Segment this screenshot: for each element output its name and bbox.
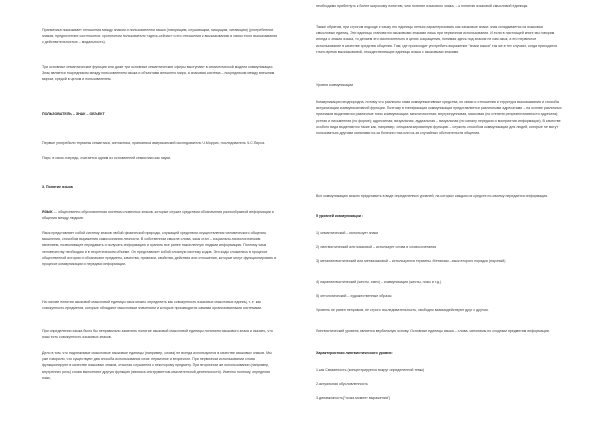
heading-linguistic-characteristics: Характеристики лингвистического уровня: bbox=[316, 351, 393, 355]
level-item-4: 4) паралингвистический (жесты, смех) – коммуникация (жесты, позы и т.д.) bbox=[316, 280, 442, 284]
heading-communication-levels: Уровни коммуникации bbox=[316, 83, 354, 87]
paragraph-language-definition bbox=[42, 209, 278, 221]
paragraph-communication-types: Коммуникация неоднородна, потому что различны сами коммуникативные средства, их связи и отношения и структура высказывания и способы актуализации коммуникативной функции. Поэтому в типификации коммуникации представляется различными адресатами – на основе различных признаков выделяются различные типы коммуникации: межличностная, внутригрупповая, массовая (по степени репрезентативности адресата); устная и письменная (по форме); адресатная, визуальная, аудиальная – визуальная (по каналу передачи и восприятия информации). В качестве особого вида выделяются такие как, например, специализированную функцию – служить способом коммуникации для людей, которые не могут пользоваться другими каналами из-за болезни глаз или из-за случайных обстоятельств общения. bbox=[316, 100, 562, 136]
paragraph-levels-interaction: Уровень не ранен неправом, не строго последовательность, свободно взаимодействуют друг с другом. bbox=[316, 308, 489, 312]
heading-five-levels: 5 уровней коммуникации : bbox=[316, 214, 364, 218]
level-item-3: 3) металингвистический или метаязыковой – используются термины. Метаязык –язык второго порядка (научный) bbox=[316, 259, 506, 263]
language-definition-text: — общественно обусловленная система словесных знаков, которые служат средством обозначения разнообразной информации и общения между людьми. bbox=[42, 210, 274, 221]
paragraph-continuation: необходимо прибегнуть к более широкому понятию, чем понятие языкового знака, – к понятию языковой смысловой единицы. bbox=[316, 4, 529, 8]
paragraph-semantic-units: На основе понятия языковой смысловой единицы язык можно определить как совокупность языковых смысловых единиц, т. е. как совокупность предметов, которые обладают смысловым значением и которые производятся самими организованными системами. bbox=[42, 300, 262, 311]
characteristic-item-3: 3.динамичность("точка момент выражения") bbox=[316, 396, 391, 400]
paragraph-language-system: Язык представляет собой систему знаков любой физической природы, служащей средством осуществления человеческого общения, мышления, способом выражения самосознания личности. В собственном смысле слова, язык стал – социально-психологическим явлением, позволяющее передавать и получать информацию и хранить все ранее накопленную людьми информацию. Поэтому язык человечеству необходим и в теоретическом объеме. Он представляет собой сложную систему кодов. Эти коды сложились в процессе общественной истории и обозначают предметы, качества, признаки, свойства, действия или отношения, которые могут функционировать в процессе коммуникации и передачи информации. bbox=[42, 231, 277, 267]
paragraph-semantic-functions: Три основные семантические функции или даже три основные семантические сферы выступают в семиотической модели коммуникации. Знак является посредником между пользователем языка и объектами внешнего мира, а знаковая система – посредником между внешним миром, средой в целом и пользователем. bbox=[42, 65, 275, 82]
paragraph-pragmatics: Прагматика показывает отношения между знаком и пользователем языка (говорящим, слушающим, пишущим, читающим) (употребление знаков, предпочтение соотносится: хронотопом пользователя «здесь-сейчас» и его отношения к высказыванию и связи этого высказывания с действительностью – модальность). bbox=[42, 28, 278, 45]
paragraph-levels-intro: Все коммуникацию можно представить в виде определенных уровней, на которых каждом из средств по-своему передается информация. bbox=[316, 194, 549, 198]
paragraph-morris: Первые употребили термины семантика, синтактика, прагматика американский исследователь Ч.Моррис, последователь Ч.С.Пирса. bbox=[42, 141, 266, 145]
paragraph-strict-approach: Также обратим, при строгом подходе к языку его единицы нельзя характеризовать как языковые знаки: знак складывается из языковых смысловых единиц. Эти единицы становятся языковыми знаками лишь при первичном использовании. И если в настоящей книге мы говорим иногда о знаках языка, то делаем это исключительно в целях сокращения, понимая здесь под знаком не сам язык, а его первичное использование в качестве средства общения. Там, где происходит употребить выражение "знаки языка" так же в тех случаях, когда приходится точно время высказываний, отождествляющих единицы языка с языковыми знаками. bbox=[316, 25, 558, 54]
heading-user-sign-object: ПОЛЬЗОВАТЕЛЬ – ЗНАК – ОБЪЕКТ bbox=[42, 112, 105, 116]
characteristic-item-1: 1.как Связанность (концентрируется вокруг определенной темы) bbox=[316, 368, 425, 372]
paragraph-primary-secondary-use: Дело в том, что надлежимые смысловые языковые единицы (например, слова) не всегда используются в качестве языковых знаков. Мы уже говорили, что существуют два способа использования слов: первичное и вторичное. При первичном использовании слова функционируют в качестве языковых знаков, отсылая слушателя к некоторому предмету. При вторичном же использовании (например, внутренних речь) слова выполняют другую функцию (являясь инструментом мыслительной деятельности). Именно поэтому, определяя язык, bbox=[42, 351, 272, 380]
level-item-1: 1) семантический – использует знаки bbox=[316, 231, 379, 235]
level-item-2: 2) лингвистический или языковой – использует слова и словосочетания bbox=[316, 245, 437, 249]
heading-language-concept: 3. Понятие языка bbox=[42, 185, 73, 189]
characteristic-item-2: 2.актуальная обусловленность bbox=[316, 382, 368, 386]
paragraph-linguistic-level: Лингвистический уровень является вербальную основу. Основные единицы языка – слова, синонимы по сходным предметам информации. bbox=[316, 329, 550, 333]
level-item-5: 5) онтологический – художественные образы bbox=[316, 294, 392, 298]
term-language: ЯЗЫК bbox=[42, 210, 53, 214]
paragraph-peirce: Пирс, в свою очередь, считается одним из основателей семиотики как науки. bbox=[42, 156, 172, 160]
paragraph-language-definition-2: При определении языка было бы неправильно заменить понятие языковой смысловой единицы понятием языкового знака и сказать, что язык есть совокупность языковых знаков. bbox=[42, 329, 273, 340]
